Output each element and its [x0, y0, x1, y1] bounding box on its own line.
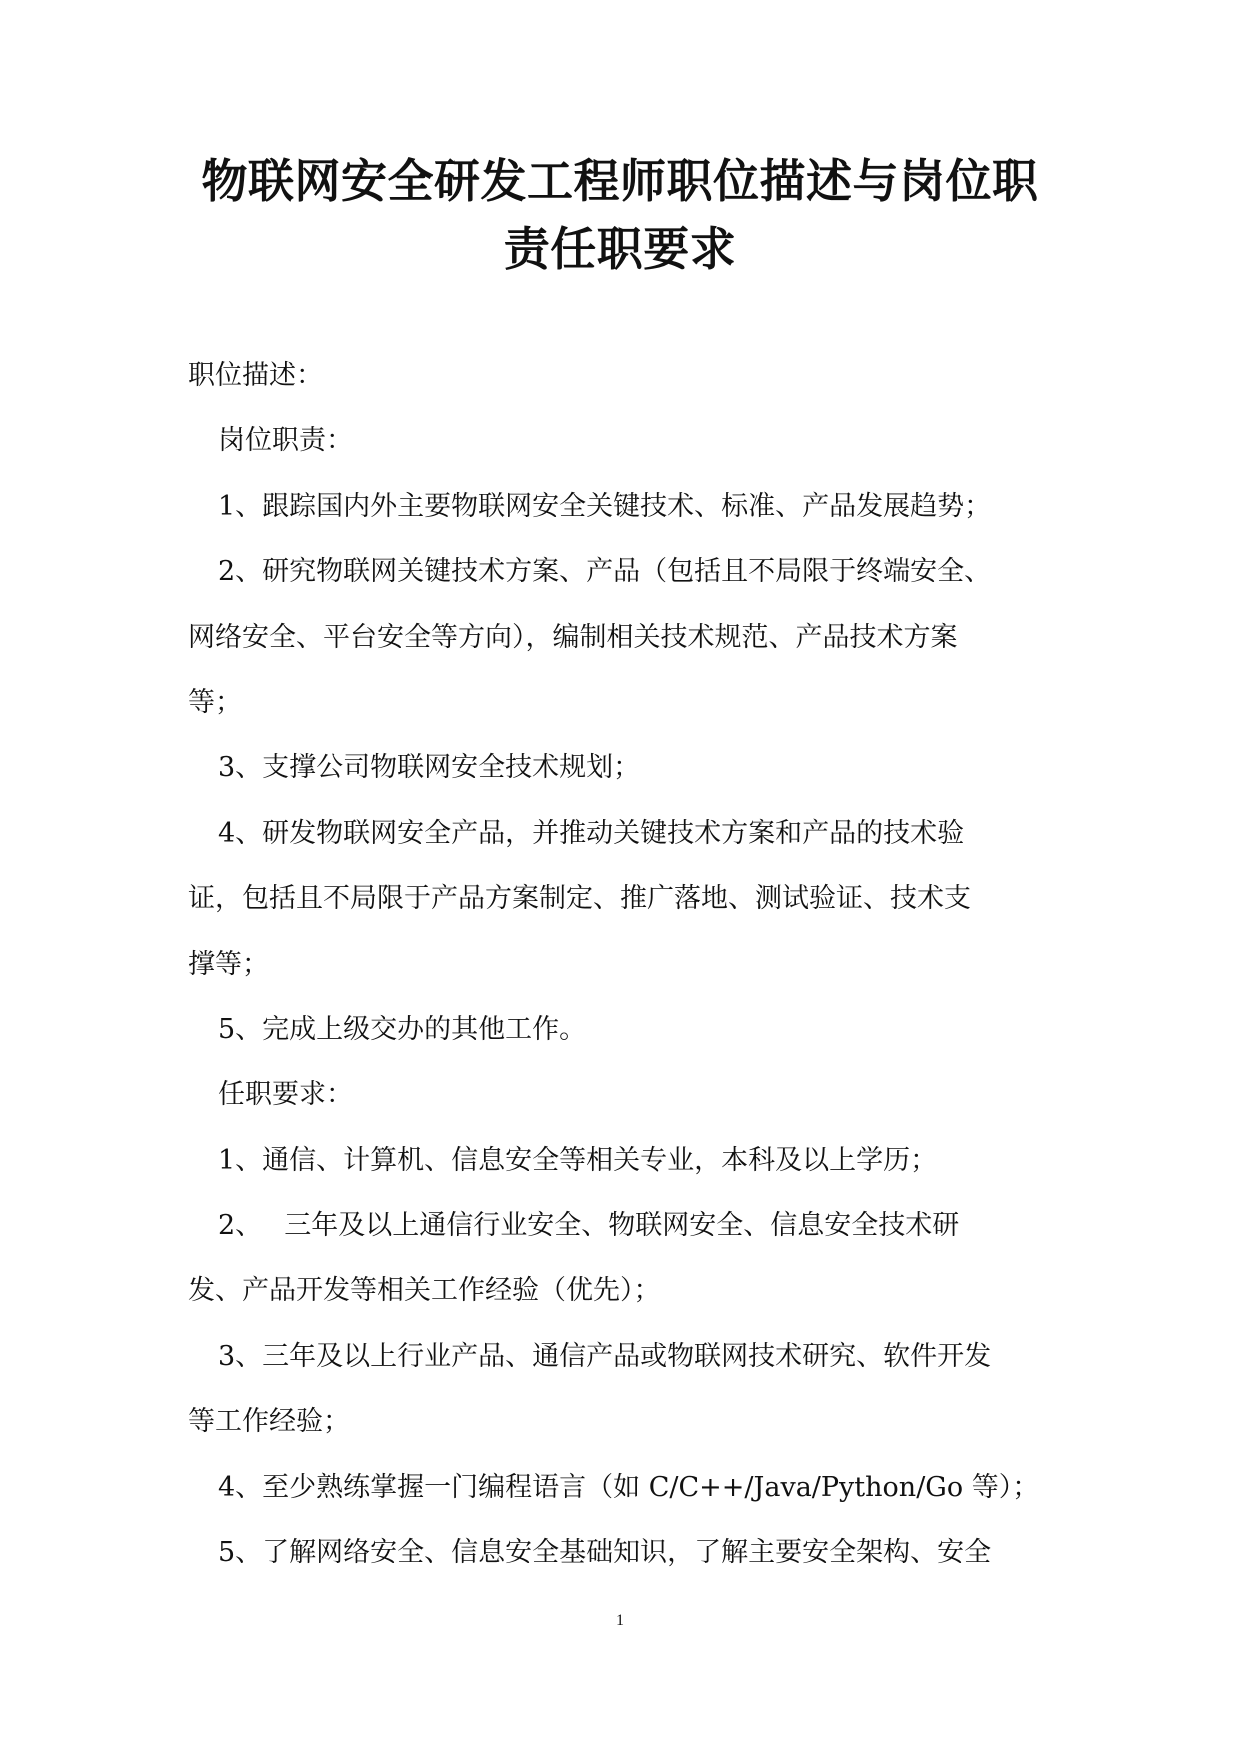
- responsibility-item-4: 4、研发物联网安全产品，并推动关键技术方案和产品的技术验: [218, 817, 965, 849]
- requirement-item-3-continued: 等工作经验；: [188, 1406, 350, 1438]
- requirement-item-4: 4、至少熟练掌握一门编程语言（如 C/C++/Java/Python/Go 等）；: [218, 1471, 1040, 1503]
- section-heading-responsibilities: 岗位职责：: [218, 425, 353, 457]
- responsibility-item-2-continued: 等；: [188, 686, 242, 718]
- requirement-item-3: 3、三年及以上行业产品、通信产品或物联网技术研究、软件开发: [218, 1340, 992, 1372]
- responsibility-item-1: 1、跟踪国内外主要物联网安全关键技术、标准、产品发展趋势；: [218, 490, 992, 522]
- page-number: 1: [616, 1612, 624, 1629]
- requirement-item-2: 2、 三年及以上通信行业安全、物联网安全、信息安全技术研: [218, 1210, 960, 1242]
- requirement-item-1: 1、通信、计算机、信息安全等相关专业，本科及以上学历；: [218, 1144, 938, 1176]
- document-title: 物联网安全研发工程师职位描述与岗位职: [201, 154, 1039, 208]
- document-body: [188, 360, 1058, 1602]
- section-heading-requirements: 任职要求：: [218, 1079, 353, 1111]
- responsibility-item-5: 5、完成上级交办的其他工作。: [218, 1013, 587, 1045]
- responsibility-item-4-continued: 撑等；: [188, 948, 269, 980]
- requirement-item-5: 5、了解网络安全、信息安全基础知识，了解主要安全架构、安全: [218, 1537, 992, 1569]
- responsibility-item-3: 3、支撑公司物联网安全技术规划；: [218, 752, 641, 784]
- responsibility-item-2: 2、研究物联网关键技术方案、产品（包括且不局限于终端安全、: [218, 556, 992, 588]
- requirement-item-2-continued: 发、产品开发等相关工作经验（优先）；: [188, 1275, 661, 1307]
- section-heading-job-description: 职位描述：: [188, 360, 323, 391]
- responsibility-item-4-continued: 证，包括且不局限于产品方案制定、推广落地、测试验证、技术支: [188, 883, 971, 915]
- document-title-continued: 责任职要求: [503, 222, 737, 276]
- responsibility-item-2-continued: 网络安全、平台安全等方向），编制相关技术规范、产品技术方案: [188, 621, 958, 653]
